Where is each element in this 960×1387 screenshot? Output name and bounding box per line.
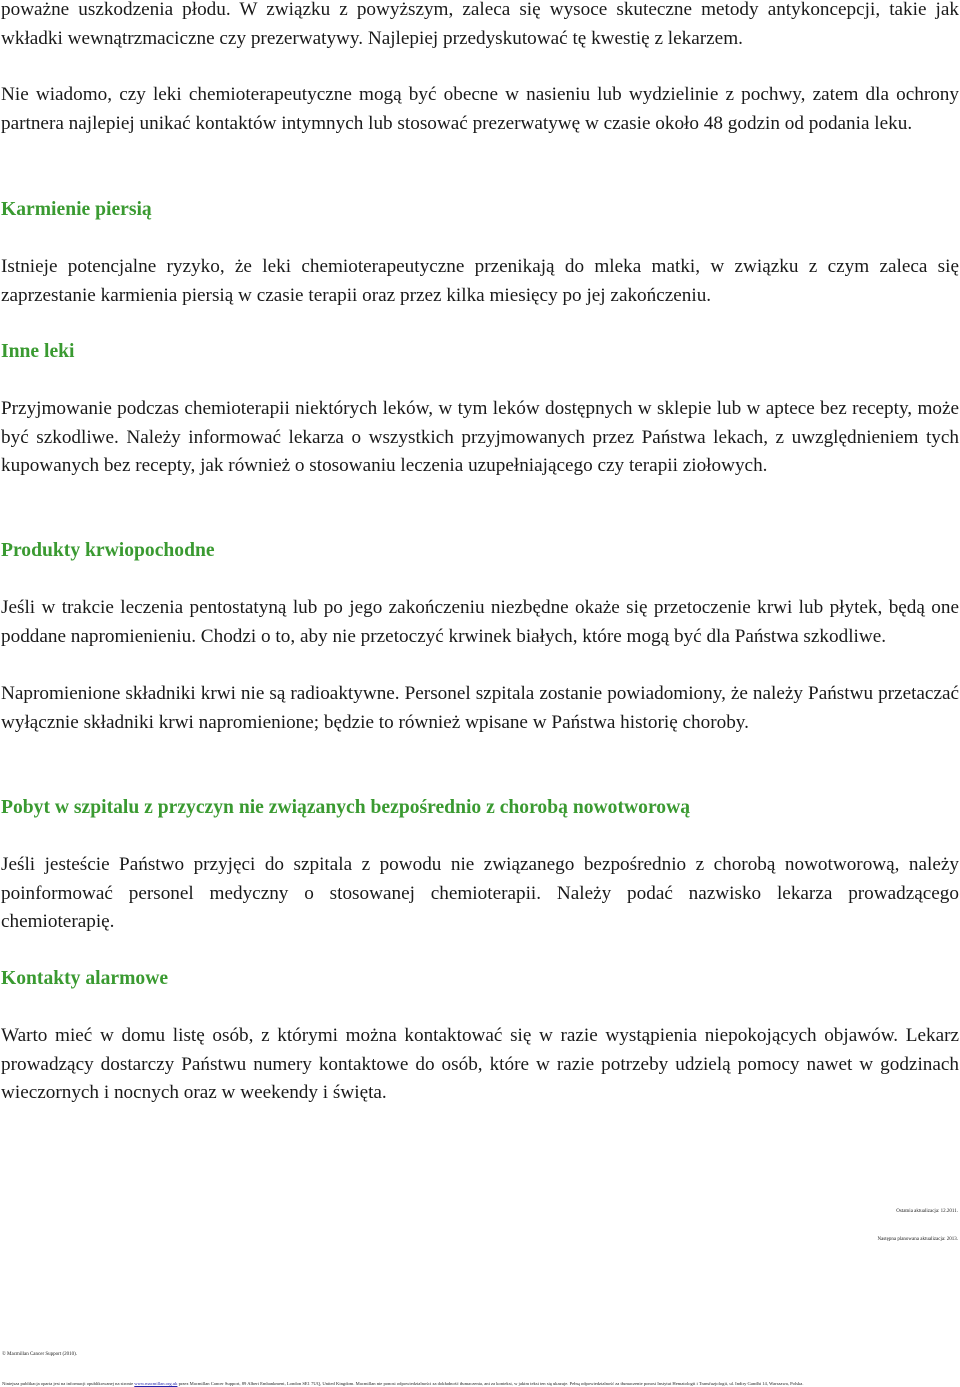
paragraph-breastfeeding: Istnieje potencjalne ryzyko, że leki chemioterapeutyczne przenikają do mleka matki, w związku z czym zaleca się zaprzestanie karmienia piersią w czasie terapii oraz przez kilka miesięcy po jej zakończeniu. (1, 256, 959, 306)
heading-blood-products: Produkty krwiopochodne (1, 540, 215, 561)
paragraph-emergency-contacts: Warto mieć w domu listę osób, z którymi można kontaktować się w razie wystąpienia niepokojących objawów. Lekarz prowadzący dostarczy Państwu numery kontaktowe do osób, które w razie potrzeby udzielą pomocy nawet w godzinach wieczornych i nocnych oraz w weekendy i święta. (1, 1025, 959, 1104)
paragraph-irradiated-components: Napromienione składniki krwi nie są radioaktywne. Personel szpitala zostanie powiadomiony, że należy Państwu przetaczać wyłącznie składniki krwi napromienione; będzie to również wpisane w Państwa historię choroby. (1, 683, 959, 733)
last-update-note: Ostatnia aktualizacja: 12.2011. (896, 1209, 958, 1214)
paragraph-blood-irradiation: Jeśli w trakcie leczenia pentostatyną lub po jego zakończeniu niezbędne okaże się przetoczenie krwi lub płytek, będą one poddane napromienieniu. Chodzi o to, aby nie przetoczyć krwinek białych, które mogą być dla Państwa szkodliwe. (1, 597, 959, 647)
heading-hospital-stay: Pobyt w szpitalu z przyczyn nie związanych bezpośrednio z chorobą nowotworową (1, 797, 691, 818)
heading-other-drugs: Inne leki (1, 341, 75, 362)
heading-emergency-contacts: Kontakty alarmowe (1, 968, 169, 989)
copyright-note: © Macmillan Cancer Support (2010). (2, 1352, 78, 1357)
paragraph-other-drugs: Przyjmowanie podczas chemioterapii niektórych leków, w tym leków dostępnych w sklepie lub w aptece bez recepty, może być szkodliwe. Należy informować lekarza o wszystkich przyjmowanych przez Państwa lekach, z uwzględnieniem tych kupowanych bez recepty, jak również o stosowaniu leczenia uzupełniającego czy terapii ziołowych. (1, 398, 959, 477)
footnote-text-start: Niniejsza publikacja oparta jest na informacji opublikowanej na stronie (2, 1381, 135, 1386)
paragraph-contraception: poważne uszkodzenia płodu. W związku z powyższym, zaleca się wysoce skuteczne metody antykoncepcji, takie jak wkładki wewnątrzmaciczne czy prezerwatywy. Najlepiej przedyskutować tę kwestię z lekarzem. (1, 0, 959, 49)
macmillan-link[interactable]: www.macmillan.org.uk (134, 1381, 178, 1386)
next-update-note: Następna planowana aktualizacja: 2013. (877, 1237, 958, 1242)
publication-footnote (2, 1381, 804, 1387)
paragraph-partner-protection: Nie wiadomo, czy leki chemioterapeutyczne mogą być obecne w nasieniu lub wydzielinie z pochwy, zatem dla ochrony partnera najlepiej unikać kontaktów intymnych lub stosować prezerwatywę w czasie około 48 godzin od podania leku. (1, 84, 959, 134)
heading-breastfeeding: Karmienie piersią (1, 199, 152, 220)
paragraph-hospital-stay: Jeśli jesteście Państwo przyjęci do szpitala z powodu nie związanego bezpośrednio z chorobą nowotworową, należy poinformować personel medyczny o stosowanej chemioterapii. Należy podać nazwisko lekarza prowadzącego chemioterapię. (1, 854, 959, 933)
footnote-text-end: przez Macmillan Cancer Support, 89 Albert Embankment, London SE1 7UQ, United Kingdom. Macmillan nie ponosi odpowiedzialności za dokładność tłumaczenia, ani za kontekst, w jakim tekst ten się ukazuje. Pełną odpowiedzialność za tłumaczenie ponosi Instytut Hematologii i Transfuzjologii, ul. Indiry Gandhi 14, Warszawa, Polska. (177, 1381, 804, 1386)
